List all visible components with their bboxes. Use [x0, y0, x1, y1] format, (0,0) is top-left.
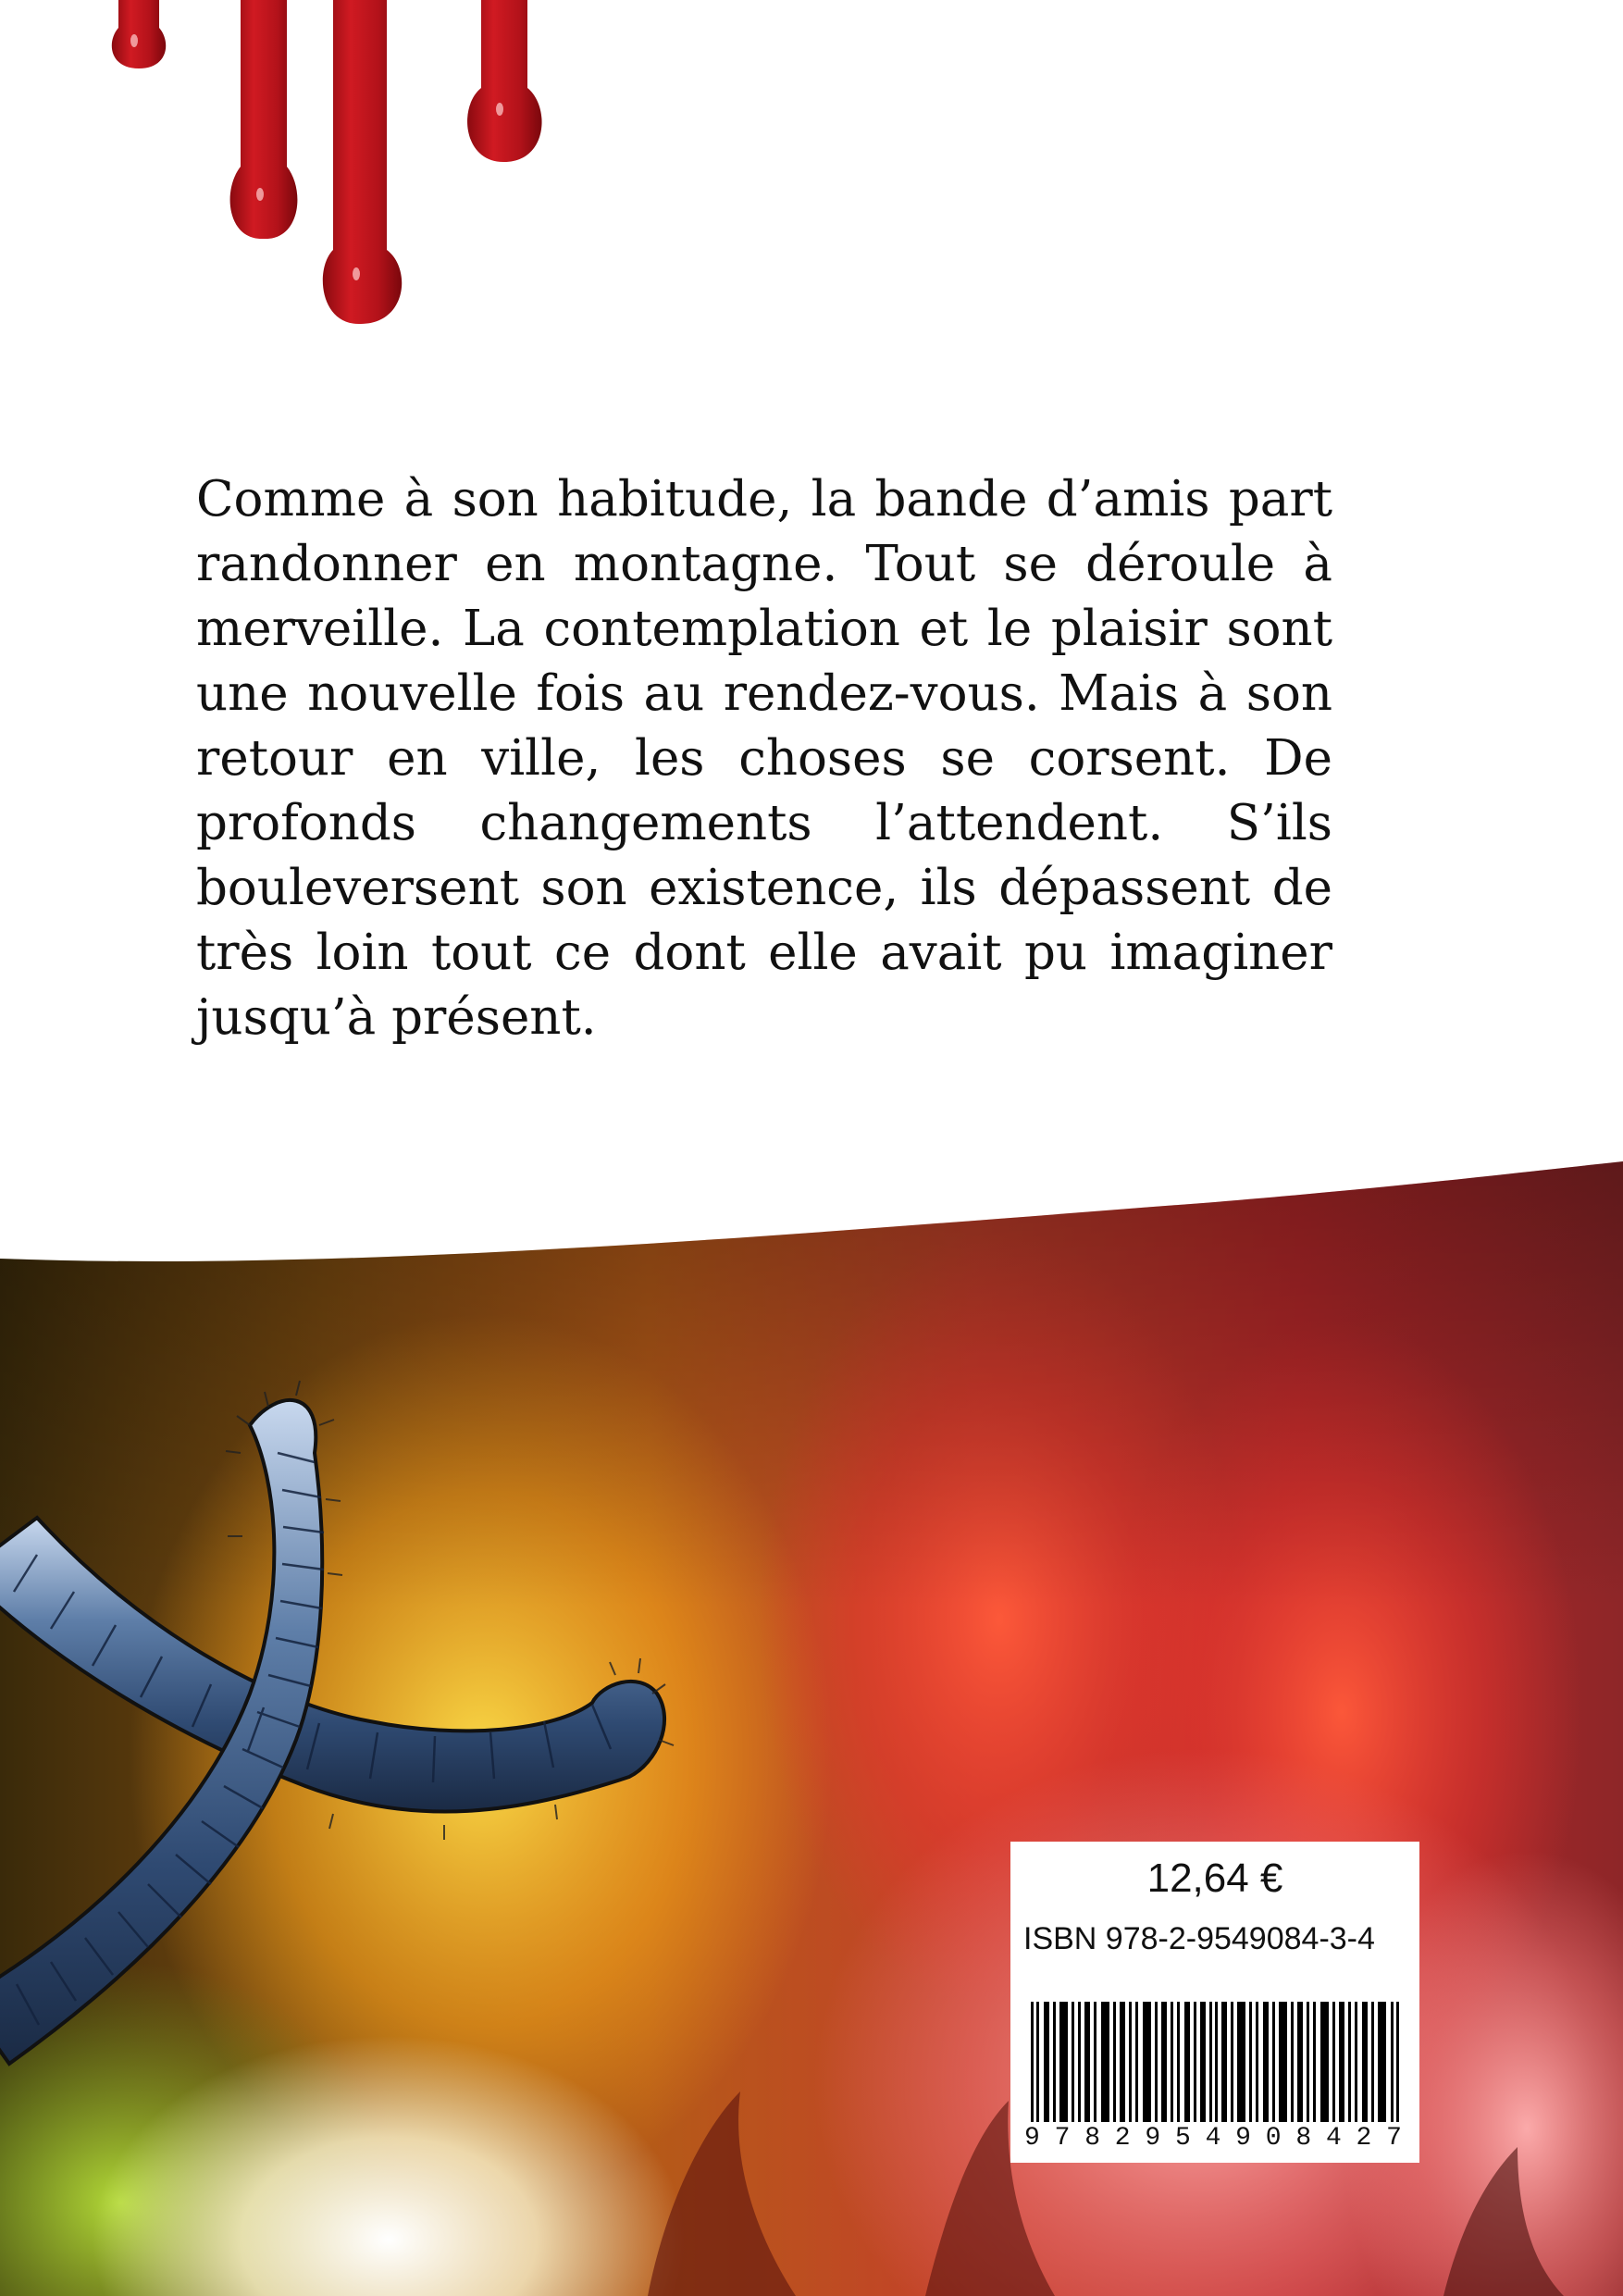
barcode-digit: 0 — [1265, 2122, 1282, 2159]
barcode-digit: 8 — [1084, 2122, 1101, 2159]
barcode-digit: 4 — [1325, 2122, 1343, 2159]
barcode-digit: 2 — [1114, 2122, 1132, 2159]
isbn: ISBN 978-2-9549084-3-4 — [1023, 1921, 1375, 1956]
barcode — [1010, 1985, 1419, 2163]
barcode-digits — [1023, 2122, 1403, 2159]
barcode-digit: 9 — [1023, 2122, 1041, 2159]
barcode-digit: 7 — [1385, 2122, 1403, 2159]
barcode-digit: 9 — [1144, 2122, 1161, 2159]
barcode-bars — [1031, 2002, 1399, 2141]
barcode-digit: 5 — [1174, 2122, 1192, 2159]
price: 12,64 € — [1146, 1855, 1283, 1901]
barcode-digit: 4 — [1205, 2122, 1222, 2159]
barcode-digit: 9 — [1234, 2122, 1252, 2159]
barcode-digit: 7 — [1054, 2122, 1072, 2159]
barcode-digit: 2 — [1356, 2122, 1373, 2159]
barcode-digit: 8 — [1295, 2122, 1312, 2159]
back-cover-blurb: Comme à son habitude, la bande d’amis part randonner en montagne. Tout se déroule à merveille. La contemplation et le plaisir sont une nouvelle fois au rendez-vous. Mais à son retour en ville, les choses se corsent. De profonds changements l’attendent. S’ils bouleversent son existence, ils dépassent de très loin tout ce dont elle avait pu imaginer jusqu’à présent. — [196, 471, 1332, 1046]
price-label — [1010, 1842, 1419, 1985]
